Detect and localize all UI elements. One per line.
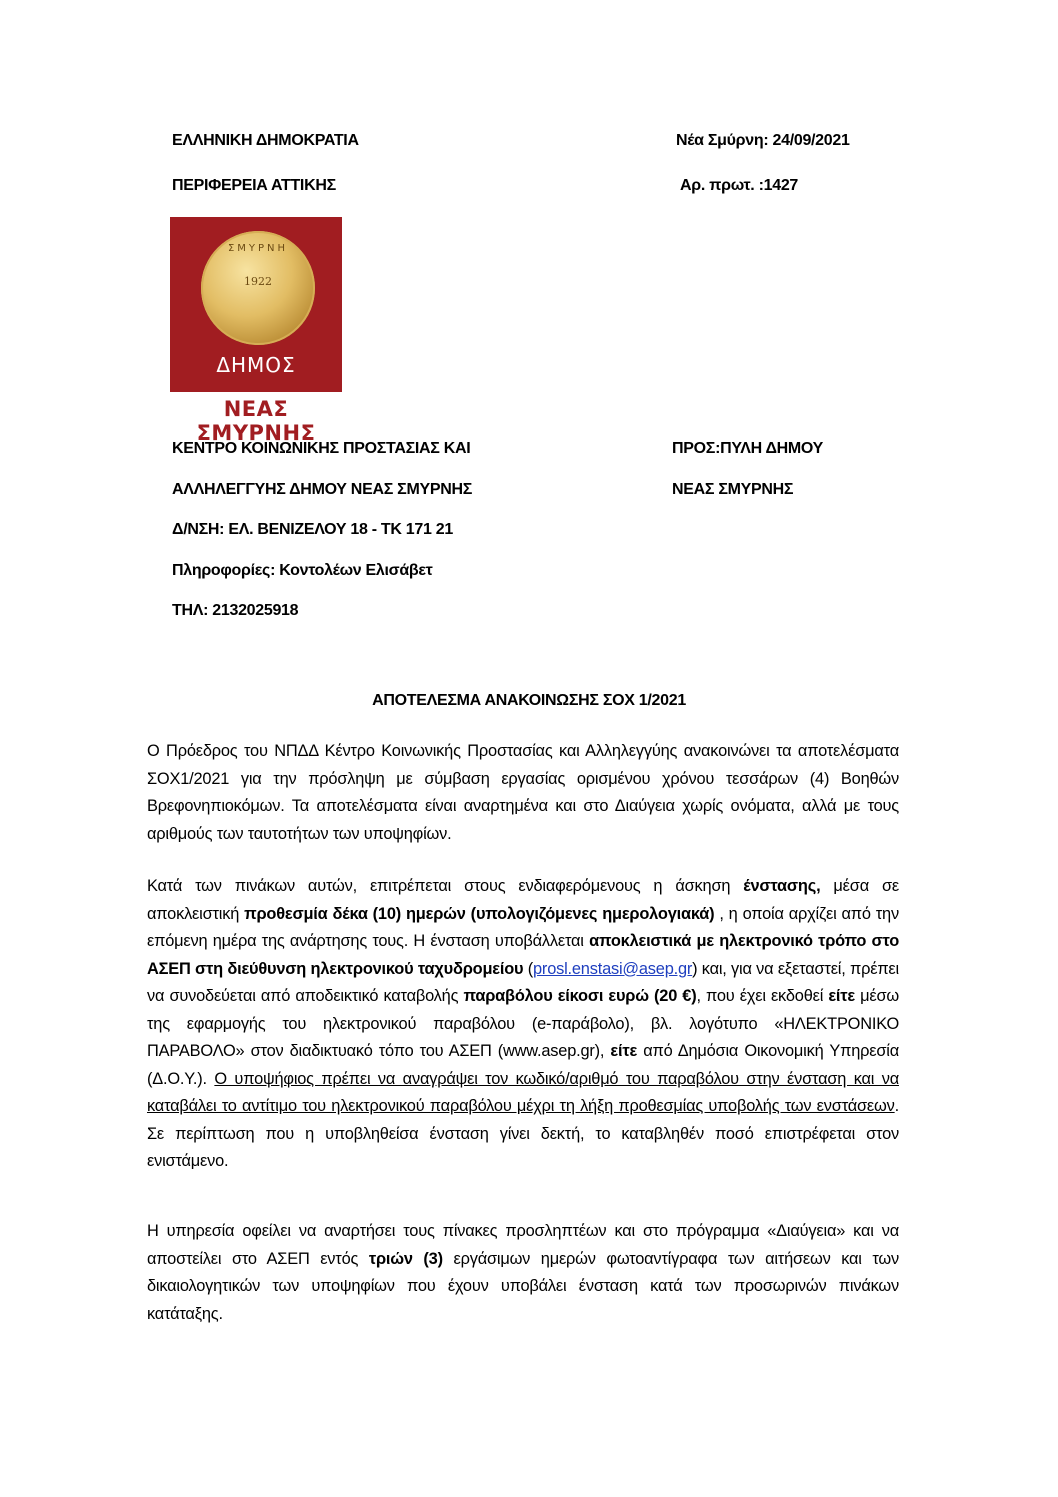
document-title: ΑΠΟΤΕΛΕΣΜΑ ΑΝΑΚΟΙΝΩΣΗΣ ΣΟΧ 1/2021 [372, 692, 686, 709]
coin-inscription: ΣΜΥΡΝΗ [227, 243, 289, 254]
header-protocol-number: Αρ. πρωτ. :1427 [680, 177, 799, 194]
municipality-logo [170, 217, 342, 392]
sender-address: Δ/ΝΣΗ: ΕΛ. ΒΕΝΙΖΕΛΟΥ 18 - ΤΚ 171 21 [172, 521, 453, 538]
coin-emblem-icon [201, 231, 315, 345]
sender-contact: Πληροφορίες: Κοντολέων Ελισάβετ [172, 562, 433, 579]
recipient-line-2: ΝΕΑΣ ΣΜΥΡΝΗΣ [672, 481, 794, 498]
paragraph-obligations: Η υπηρεσία οφείλει να αναρτήσει τους πίνακες προσληπτέων και στο πρόγραμμα «Διαύγεια» και να αποστείλει στο ΑΣΕΠ εντός τριών (3) εργάσιμων ημερών φωτοαντίγραφα των αιτήσεων και των δικαιολογητικών των υποψηφίων που έχουν υποβάλει ένσταση κατά των προσωρινών πινάκων κατάταξης. [147, 1222, 899, 1323]
header-date: Νέα Σμύρνη: 24/09/2021 [676, 132, 850, 149]
paragraph-announcement: Ο Πρόεδρος του ΝΠΔΔ Κέντρο Κοινωνικής Προστασίας και Αλληλεγγύης ανακοινώνει τα αποτελέσματα ΣΟΧ1/2021 για την πρόσληψη με σύμβαση εργασίας ορισμένου χρόνου τεσσάρων (4) Βοηθών Βρεφονηπιοκόμων. Τα αποτελέσματα είναι αναρτημένα και στο Διαύγεια χωρίς ονόματα, αλλά με τους αριθμούς των ταυτοτήτων των υποψηφίων. [147, 742, 899, 843]
paragraph-objection: Κατά των πινάκων αυτών, επιτρέπεται στους ενδιαφερόμενους η άσκηση ένστασης, μέσα σε αποκλειστική προθεσμία δέκα (10) ημερών (υπολογιζόμενες ημερολογιακά) , η οποία αρχίζει από την επόμενη ημέρα της ανάρτησης τους. Η ένσταση υποβάλλεται αποκλειστικά με ηλεκτρονικό τρόπο στο ΑΣΕΠ στη διεύθυνση ηλεκτρονικού ταχυδρομείου (prosl.enstasi@asep.gr) και, για να εξεταστεί, πρέπει να συνοδεύεται από αποδεικτικό καταβολής παραβόλου είκοσι ευρώ (20 €), που έχει εκδοθεί είτε μέσω της εφαρμογής του ηλεκτρονικού παραβόλου (e-παράβολο), βλ. λογότυπο «ΗΛΕΚΤΡΟΝΙΚΟ ΠΑΡΑΒΟΛΟ» στον διαδικτυακό τόπο του ΑΣΕΠ (www.asep.gr), είτε από Δημόσια Οικονομική Υπηρεσία (Δ.Ο.Υ.). Ο υποψήφιος πρέπει να αναγράψει τον κωδικό/αριθμό του παραβόλου στην ένσταση και να καταβάλει το αντίτιμο του ηλεκτρονικού παραβόλου μέχρι τη λήξη προθεσμίας υποβολής των ενστάσεων. Σε περίπτωση που η υποβληθείσα ένσταση γίνει δεκτή, το καταβληθέν ποσό επιστρέφεται στον ενιστάμενο. [147, 877, 900, 1170]
sender-line-1: ΚΕΝΤΡΟ ΚΟΙΝΩΝΙΚΗΣ ΠΡΟΣΤΑΣΙΑΣ ΚΑΙ [172, 440, 471, 457]
logo-dimos-text: ΔΗΜΟΣ [216, 353, 296, 377]
email-link[interactable]: prosl.enstasi@asep.gr [533, 959, 693, 978]
sender-phone: ΤΗΛ: 2132025918 [172, 602, 299, 619]
underlined-requirement: Ο υποψήφιος πρέπει να αναγράψει τον κωδικό/αριθμό του παραβόλου στην ένσταση και να καταβάλει το αντίτιμο του ηλεκτρονικού παραβόλου μέχρι τη λήξη προθεσμίας υποβολής των ενστάσεων [147, 1069, 899, 1115]
recipient-line-1: ΠΡΟΣ:ΠΥΛΗ ΔΗΜΟΥ [672, 440, 824, 457]
logo-municipality-name: ΝΕΑΣ ΣΜΥΡΝΗΣ [196, 397, 316, 445]
header-republic: ΕΛΛΗΝΙΚΗ ΔΗΜΟΚΡΑΤΙΑ [172, 132, 359, 149]
coin-year: 1922 [244, 275, 272, 288]
header-region: ΠΕΡΙΦΕΡΕΙΑ ΑΤΤΙΚΗΣ [172, 177, 336, 194]
sender-line-2: ΑΛΛΗΛΕΓΓΥΗΣ ΔΗΜΟΥ ΝΕΑΣ ΣΜΥΡΝΗΣ [172, 481, 473, 498]
